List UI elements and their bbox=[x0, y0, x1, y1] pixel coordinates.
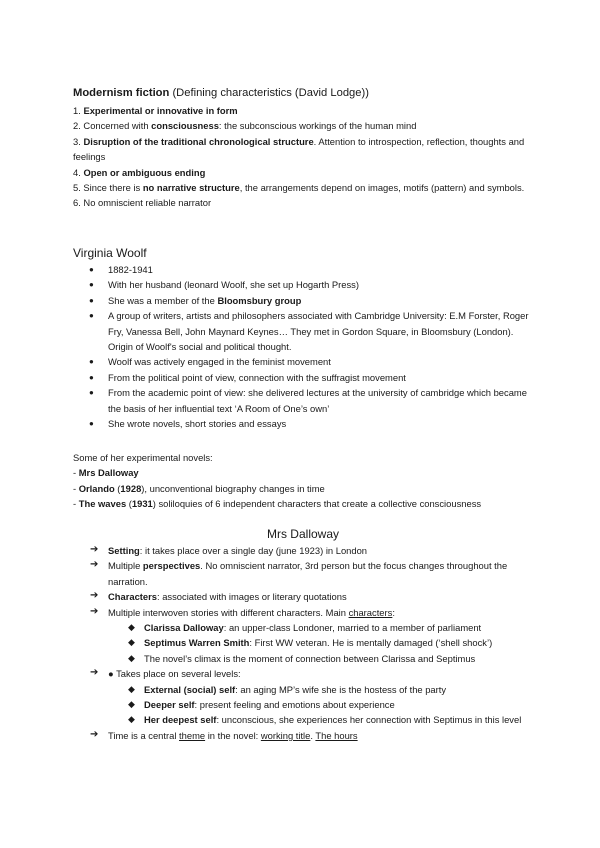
list-item: ● Woolf was actively engaged in the feminist movement bbox=[73, 354, 533, 369]
modernism-title: Modernism fiction bbox=[73, 87, 170, 99]
list-item: ➔ Characters: associated with images or literary quotations bbox=[90, 590, 347, 603]
characters-list bbox=[73, 620, 533, 666]
list-item: ➔ Multiple interwoven stories with different characters. Main characters: bbox=[90, 605, 395, 618]
diamond-icon: ◆ bbox=[128, 622, 135, 633]
list-item: 5. Since there is no narrative structure, the arrangements depend on images, motifs (pattern) and symbols. bbox=[73, 182, 525, 194]
bullet-icon: ● bbox=[89, 280, 94, 290]
bullet-icon: ● bbox=[89, 372, 94, 382]
dalloway-heading: Mrs Dalloway bbox=[266, 527, 339, 541]
list-item: ● With her husband (leonard Woolf, she set up Hogarth Press) bbox=[73, 277, 533, 292]
list-item: ◆ Deeper self: present feeling and emotions about experience bbox=[73, 697, 533, 712]
modernism-list bbox=[73, 103, 533, 211]
arrow-icon: ➔ bbox=[90, 728, 99, 740]
novels-intro: Some of her experimental novels: bbox=[73, 452, 213, 463]
working-title-link[interactable]: working title bbox=[260, 729, 311, 741]
diamond-icon: ◆ bbox=[128, 652, 135, 663]
bullet-icon: ● bbox=[89, 357, 94, 367]
novels-section bbox=[73, 450, 533, 512]
levels-list bbox=[73, 666, 533, 681]
woolf-heading: Virginia Woolf bbox=[73, 246, 147, 260]
arrow-icon: ➔ bbox=[90, 605, 99, 617]
arrow-icon: ➔ bbox=[90, 667, 99, 679]
modernism-subtitle: (Defining characteristics (David Lodge)) bbox=[169, 87, 369, 99]
woolf-list bbox=[73, 262, 533, 431]
list-item: 2. Concerned with consciousness: the subconscious workings of the human mind bbox=[73, 120, 417, 132]
list-item: ➔ ● Takes place on several levels: bbox=[90, 667, 241, 680]
list-item: ◆ The novel’s climax is the moment of connection between Clarissa and Septimus bbox=[73, 651, 533, 666]
diamond-icon: ◆ bbox=[128, 637, 135, 648]
arrow-icon: ➔ bbox=[90, 544, 99, 555]
list-item: ◆ Clarissa Dalloway: an upper-class Londoner, married to a member of parliament bbox=[73, 620, 533, 635]
list-item: ◆ Her deepest self: unconscious, she experiences her connection with Septimus in this level bbox=[73, 712, 533, 727]
bullet-icon: ● bbox=[89, 388, 94, 398]
list-item: ◆ Septimus Warren Smith: First WW veteran. He is mentally damaged (‘shell shock’) bbox=[73, 635, 533, 650]
dalloway-section bbox=[73, 526, 533, 743]
list-item: 4. Open or ambiguous ending bbox=[73, 166, 206, 178]
arrow-icon: ➔ bbox=[90, 590, 99, 602]
modernism-section bbox=[73, 86, 533, 211]
list-item: ● She wrote novels, short stories and essays bbox=[73, 416, 533, 431]
bullet-icon: ● bbox=[89, 295, 94, 305]
list-item: ● From the political point of view, connection with the suffragist movement bbox=[73, 370, 533, 385]
characters-link[interactable]: characters bbox=[348, 606, 393, 618]
list-item: ● A group of writers, artists and philosophers associated with Cambridge University: E.M Forster, Roger Fry, Vanessa Bell, John Maynard Keynes… They met in Gordon Square, in Bloomsbury (London). Origin of Woolf's social and political thought. bbox=[89, 310, 529, 353]
list-item: - Orlando (1928), unconventional biography changes in time bbox=[73, 482, 325, 494]
list-item: - The waves (1931) soliloquies of 6 independent characters that create a collective consciousness bbox=[73, 498, 482, 510]
dalloway-list bbox=[73, 543, 533, 620]
bullet-icon: ● bbox=[89, 419, 94, 429]
diamond-icon: ◆ bbox=[128, 714, 135, 725]
list-item: - Mrs Dalloway bbox=[73, 467, 139, 479]
theme-link[interactable]: theme bbox=[179, 729, 206, 741]
list-item: ● From the academic point of view: she delivered lectures at the university of cambridge which became the basis of her influential text ‘A Room of One’s own’ bbox=[89, 387, 527, 414]
diamond-icon: ◆ bbox=[128, 683, 135, 694]
list-item: 6. No omniscient reliable narrator bbox=[73, 197, 212, 209]
list-item: ➔ Multiple perspectives. No omniscient narrator, 3rd person but the focus changes throughout the narration. bbox=[90, 559, 508, 587]
arrow-icon: ➔ bbox=[90, 559, 99, 571]
modernism-heading bbox=[73, 86, 533, 101]
the-hours-link[interactable]: The hours bbox=[315, 729, 358, 741]
diamond-icon: ◆ bbox=[128, 699, 135, 710]
time-list bbox=[73, 728, 533, 743]
woolf-section bbox=[73, 245, 533, 431]
self-levels-list bbox=[73, 682, 533, 728]
list-item: 3. Disruption of the traditional chronological structure. Attention to introspection, reflection, thoughts and feelings bbox=[73, 135, 525, 163]
list-item: ● She was a member of the Bloomsbury group bbox=[73, 293, 533, 308]
list-item: ◆ External (social) self: an aging MP’s wife she is the hostess of the party bbox=[73, 682, 533, 697]
list-item: ● 1882-1941 bbox=[73, 262, 533, 277]
list-item: ➔ Setting: it takes place over a single day (june 1923) in London bbox=[90, 544, 368, 556]
list-item: ➔ Time is a central theme in the novel: working title. The hours bbox=[90, 728, 358, 741]
list-item: 1. Experimental or innovative in form bbox=[73, 105, 238, 116]
bullet-icon: ● bbox=[89, 265, 94, 274]
bullet-icon: ● bbox=[89, 311, 94, 321]
